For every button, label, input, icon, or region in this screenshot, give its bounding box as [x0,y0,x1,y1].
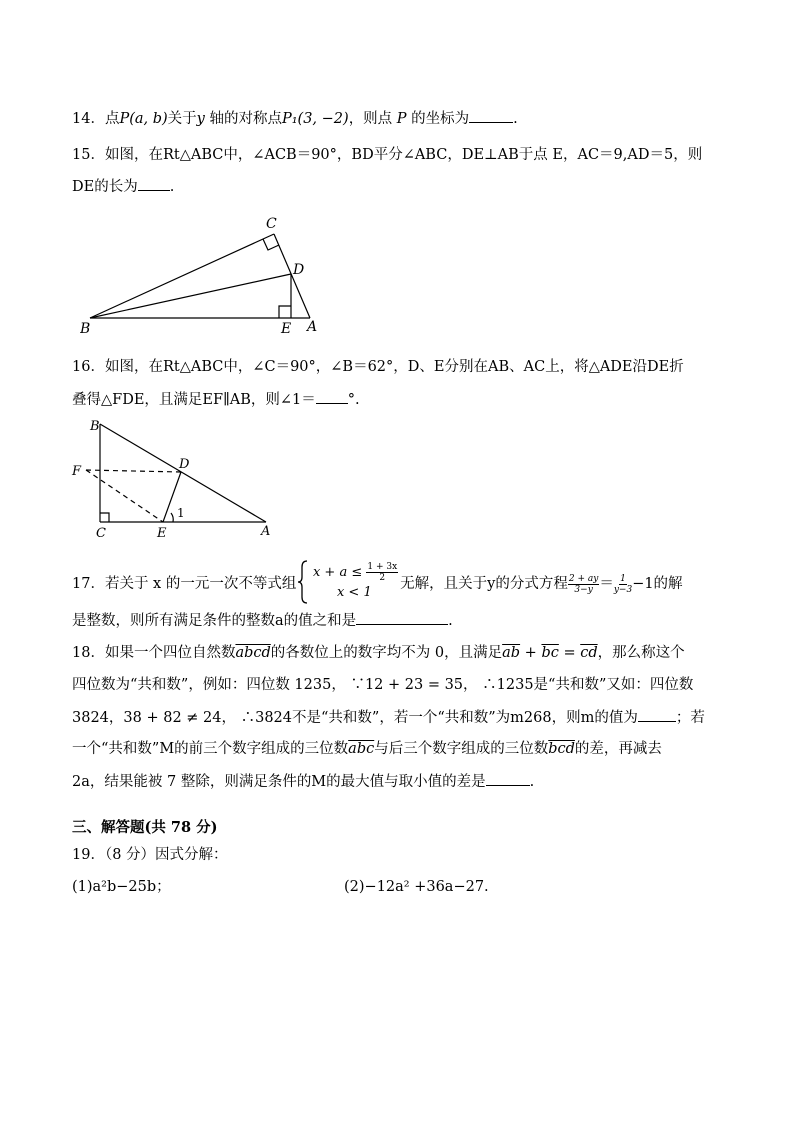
right-angle-mark-c [100,513,109,522]
answer-blank[interactable] [138,176,170,191]
label-f: F [72,464,82,479]
label-d: D [179,457,190,472]
question-16-line-1: 16．如图，在Rt△ABC中，∠C＝90°，∠B＝62°，D、E分别在AB、AC上，将△ADE沿DE折 [72,359,684,375]
dashed-fe [86,470,163,522]
label-c: C [266,216,277,232]
inequality-system [298,562,398,606]
label-b: B [80,321,91,337]
segment-bc [90,234,274,318]
figure-q15-triangle [80,212,330,337]
question-18-line-2: 四位数为“共和数”，例如：四位数 1235， ∵12 + 23 = 35， ∴1235是“共和数”又如：四位数 [72,677,694,693]
label-b: B [90,419,100,434]
label-a: A [261,524,271,539]
right-angle-mark-e [279,306,291,318]
left-brace-icon [298,560,308,604]
question-19-part-1: (1)a²b−25b； [72,879,171,895]
question-19-part-2: (2)−12a² +36a−27. [344,879,489,895]
question-14: 14．点P(a, b)关于y 轴的对称点P₁(3, −2)，则点 P 的坐标为 . [72,108,518,129]
label-angle-1: 1 [177,506,185,520]
label-c: C [96,526,106,541]
question-18-line-1: 18．如果一个四位自然数abcd的各数位上的数字均不为 0，且满足$\overline{ab} + \overline{bc} = \overline{cd}$，那么称这个 [72,645,685,661]
label-e: E [157,526,167,541]
answer-blank[interactable] [486,771,530,786]
section-heading: 三、解答题(共 78 分) [72,819,218,836]
question-18-line-3: 3824，38 + 82 ≠ 24， ∴3824不是“共和数”，若一个“共和数”为m268，则m的值为 ；若 [72,707,705,728]
inequality-row-1: x + a ≤ $\frac{1 + 3x}{2}$ [312,562,398,583]
segment-bd [90,274,291,318]
question-18-line-5: 2a，结果能被 7 整除，则满足条件的M的最大值与取小值的差是 . [72,771,534,792]
question-15-line-1: 15．如图，在Rt△ABC中，∠ACB＝90°，BD平分∠ABC，DE⊥AB于点 E，AC＝9,AD＝5，则 [72,147,703,163]
answer-blank[interactable] [638,707,676,722]
answer-blank[interactable] [469,108,513,123]
label-e: E [281,321,292,337]
question-18-line-4: 一个“共和数”M的前三个数字组成的三位数$\overline{abc}$与后三个数字组成的三位数$\overline{bcd}$的差，再减去 [72,741,662,757]
question-16-line-2: 叠得△FDE，且满足EF∥AB，则∠1＝ °. [72,389,360,410]
figure-q16-triangle [70,417,280,542]
question-17-line-1: 17．若关于 x 的一元一次不等式组 x + a ≤ $\frac{1 + 3x}{2}$ x < 1 无解，且关于y的分式方程 $\frac{2 + ay}{3-y}$ ＝ $\frac{1}{y-3}$ −1的解 [72,562,683,606]
label-d: D [293,262,305,278]
answer-blank[interactable] [316,389,348,404]
question-17-line-2: 是整数，则所有满足条件的整数a的值之和是 . [72,610,453,631]
question-15-line-2: DE的长为 . [72,176,174,197]
label-a: A [307,319,318,335]
answer-blank[interactable] [356,610,448,625]
question-19-heading: 19．（8 分）因式分解： [72,847,228,863]
angle-1-arc [171,513,173,522]
inequality-row-2: x < 1 [336,585,372,600]
